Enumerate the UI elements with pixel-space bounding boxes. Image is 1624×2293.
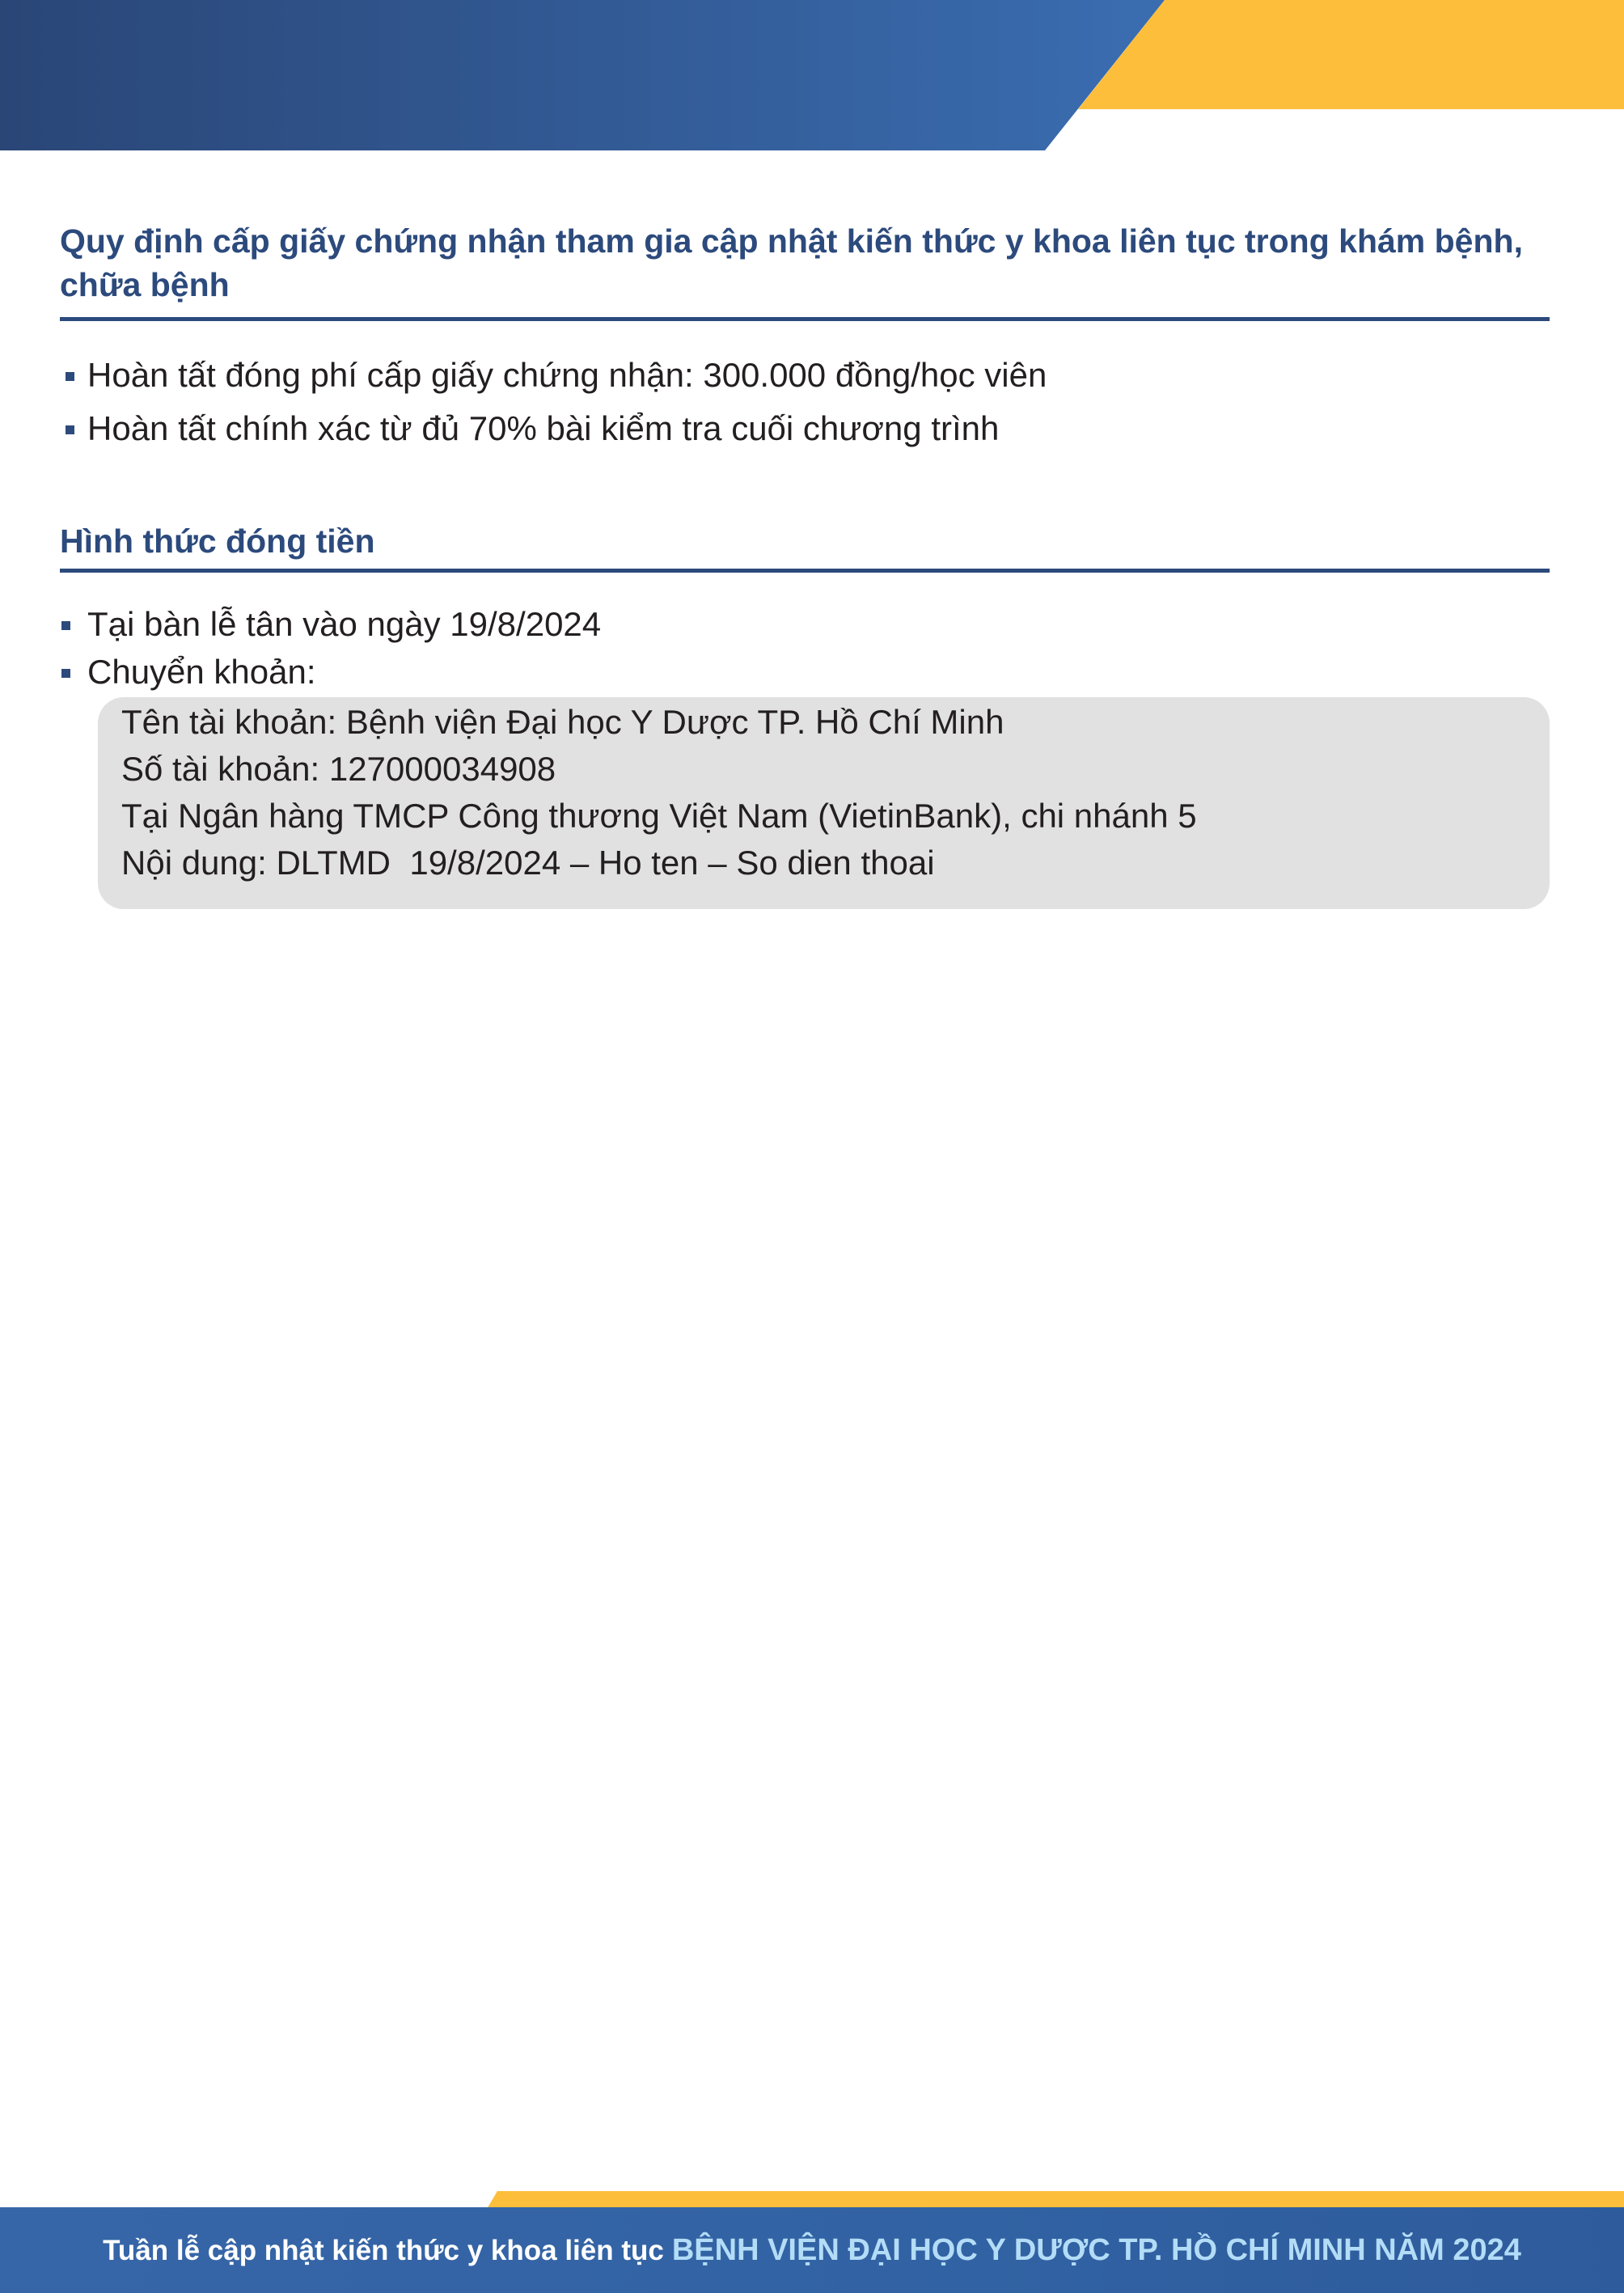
list-item bbox=[60, 349, 1047, 402]
payment-methods-heading: Hình thức đóng tiền bbox=[60, 522, 375, 560]
title-line-1: Quy định cấp giấy chứng nhận tham gia cập nhật kiến thức y khoa liên tục trong khám bệnh, bbox=[60, 222, 1523, 260]
transfer-content-line: Nội dung: DLTMD 19/8/2024 – Ho ten – So dien thoai bbox=[121, 844, 935, 882]
bank-name-line: Tại Ngân hàng TMCP Công thương Việt Nam (VietinBank), chi nhánh 5 bbox=[121, 797, 1197, 835]
header-yellow-band bbox=[1078, 0, 1624, 109]
payment-methods-list bbox=[60, 600, 601, 696]
bank-transfer-details-box bbox=[98, 697, 1550, 909]
account-name-line: Tên tài khoản: Bệnh viện Đại học Y Dược TP. Hồ Chí Minh bbox=[121, 703, 1004, 741]
title-divider bbox=[60, 317, 1550, 321]
footer-lead-text: Tuần lễ cập nhật kiến thức y khoa liên tục bbox=[103, 2235, 664, 2266]
certificate-rules-title bbox=[60, 219, 1523, 307]
footer-caption bbox=[0, 2207, 1624, 2293]
square-bullet-icon bbox=[66, 425, 74, 434]
list-item bbox=[60, 402, 1047, 455]
square-bullet-icon bbox=[66, 372, 74, 381]
list-item-text: Hoàn tất chính xác từ đủ 70% bài kiểm tra cuối chương trình bbox=[87, 409, 1000, 447]
square-bullet-icon bbox=[61, 669, 70, 678]
payment-heading-divider bbox=[60, 569, 1550, 573]
certificate-requirements-list bbox=[60, 349, 1047, 455]
square-bullet-icon bbox=[61, 621, 70, 630]
list-item bbox=[60, 648, 601, 696]
footer-highlight-text: BỆNH VIỆN ĐẠI HỌC Y DƯỢC TP. HỒ CHÍ MINH NĂM 2024 bbox=[671, 2233, 1521, 2267]
list-item-text: Chuyển khoản: bbox=[87, 653, 316, 691]
list-item-text: Tại bàn lễ tân vào ngày 19/8/2024 bbox=[87, 605, 602, 643]
list-item-text: Hoàn tất đóng phí cấp giấy chứng nhận: 300.000 đồng/học viên bbox=[87, 356, 1047, 394]
footer-yellow-strip bbox=[0, 2191, 1624, 2209]
account-number-line: Số tài khoản: 127000034908 bbox=[121, 750, 556, 788]
list-item bbox=[60, 600, 601, 648]
title-line-2: chữa bệnh bbox=[60, 266, 230, 303]
header-banner bbox=[0, 0, 1624, 150]
header-blue-band bbox=[0, 0, 1165, 150]
